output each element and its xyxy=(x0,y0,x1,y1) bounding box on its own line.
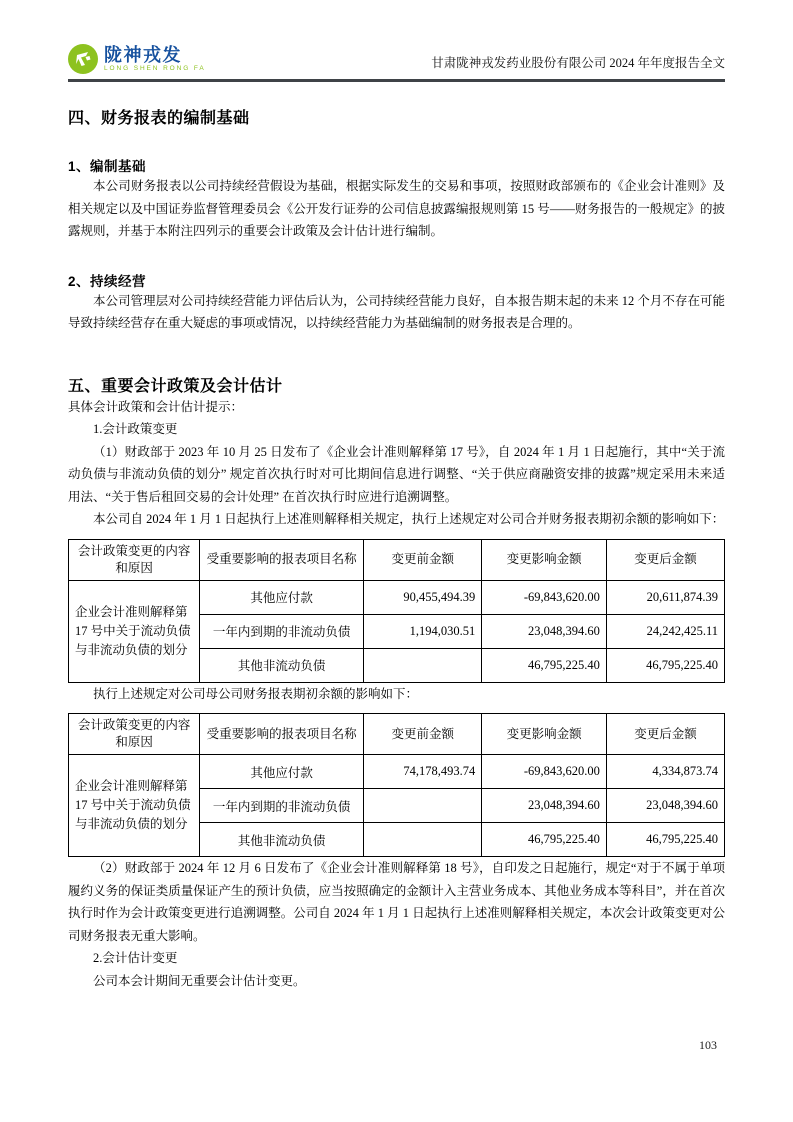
policy-reason-cell: 企业会计准则解释第 17 号中关于流动负债与非流动负债的划分 xyxy=(69,755,200,857)
table-cell-after: 4,334,873.74 xyxy=(606,755,724,789)
table-cell-impact: 23,048,394.60 xyxy=(482,789,607,823)
table-cell-after: 46,795,225.40 xyxy=(606,823,724,857)
section4-sub1-heading: 1、编制基础 xyxy=(68,159,147,174)
table-cell-item: 一年内到期的非流动负债 xyxy=(200,789,364,823)
table-cell-impact: 46,795,225.40 xyxy=(482,648,607,682)
table-column-header: 变更后金额 xyxy=(606,714,724,755)
section4-sub2-paragraph: 本公司管理层对公司持续经营能力评估后认为，公司持续经营能力良好，自本报告期末起的未来 12 个月不存在可能导致持续经营存在重大疑虑的事项或情况，以持续经营能力为基础编制的财务报表是合理的。 xyxy=(68,293,725,330)
table-column-header: 变更后金额 xyxy=(606,539,724,580)
estimate-change-item-title: 2.会计估计变更 xyxy=(93,951,178,965)
page-number: 103 xyxy=(699,1038,717,1052)
table-cell-impact: 46,795,225.40 xyxy=(482,823,607,857)
table-cell-impact: -69,843,620.00 xyxy=(482,580,607,614)
table-column-header: 受重要影响的报表项目名称 xyxy=(200,539,364,580)
section4-sub2-heading: 2、持续经营 xyxy=(68,273,147,289)
table-cell-after: 46,795,225.40 xyxy=(606,648,724,682)
table-cell-before xyxy=(364,789,482,823)
table-row xyxy=(69,580,725,614)
table-cell-after: 24,242,425.11 xyxy=(606,614,724,648)
consolidated-impact-table xyxy=(68,539,725,683)
table-cell-before: 1,194,030.51 xyxy=(364,614,482,648)
table-cell-impact: -69,843,620.00 xyxy=(482,755,607,789)
estimate-change-paragraph: 公司本会计期间无重要会计估计变更。 xyxy=(93,973,306,988)
section5-intro: 具体会计政策和会计估计提示： xyxy=(68,399,244,414)
logo-monogram-icon xyxy=(68,44,98,74)
table-column-header: 变更影响金额 xyxy=(482,539,607,580)
table-cell-after: 20,611,874.39 xyxy=(606,580,724,614)
table-column-header: 会计政策变更的内容和原因 xyxy=(69,714,200,755)
brand-text xyxy=(104,46,206,73)
policy-change-paragraph-3: （2）财政部于 2024 年 12 月 6 日发布了《企业会计准则解释第 18 号》，自印发之日起施行，规定“对于不属于单项履约义务的保证类质量保证产生的预计负债，应当按照确定的金额计入主营业务成本、其他业务成本等科目”，并在首次执行时作为会计政策变更进行追溯调整。公司自 2024 年 1 月 1 日起执行上述准则解释相关规定，本次会计政策变更对公司财务报表无重大影响。 xyxy=(68,861,725,943)
brand-name-en: LONG SHEN RONG FA xyxy=(104,64,206,72)
table-column-header: 变更前金额 xyxy=(364,714,482,755)
policy-reason-cell: 企业会计准则解释第 17 号中关于流动负债与非流动负债的划分 xyxy=(69,580,200,682)
table-column-header: 变更影响金额 xyxy=(482,714,607,755)
table-column-header: 会计政策变更的内容和原因 xyxy=(69,539,200,580)
policy-change-paragraph-1: （1）财政部于 2023 年 10 月 25 日发布了《企业会计准则解释第 17 号》，自 2024 年 1 月 1 日起施行，其中“关于流动负债与非流动负债的划分” 规定首次执行时对可比期间信息进行调整、“关于供应商融资安排的披露”规定采用未来适用法、“关于售后租回交易的会计处理” 在首次执行时应进行追溯调整。 xyxy=(68,444,725,504)
section5-heading: 五、重要会计政策及会计估计 xyxy=(68,377,283,395)
parent-company-impact-table xyxy=(68,713,725,857)
table-cell-before xyxy=(364,648,482,682)
table-cell-item: 其他非流动负债 xyxy=(200,648,364,682)
company-logo xyxy=(68,44,206,74)
policy-change-item-title: 1.会计政策变更 xyxy=(93,422,178,436)
between-tables-text: 执行上述规定对公司母公司财务报表期初余额的影响如下： xyxy=(93,686,419,701)
table-column-header: 受重要影响的报表项目名称 xyxy=(200,714,364,755)
policy-change-paragraph-2: 本公司自 2024 年 1 月 1 日起执行上述准则解释相关规定，执行上述规定对公司合并财务报表期初余额的影响如下： xyxy=(93,512,725,526)
table-cell-item: 其他应付款 xyxy=(200,755,364,789)
section4-sub1-paragraph: 本公司财务报表以公司持续经营假设为基础，根据实际发生的交易和事项，按照财政部颁布的《企业会计准则》及相关规定以及中国证券监督管理委员会《公开发行证券的公司信息披露编报规则第 15 号——财务报告的一般规定》的披露规则，并基于本附注四列示的重要会计政策及会计估计进行编制。 xyxy=(68,179,725,238)
table-row xyxy=(69,755,725,789)
brand-name-cn: 陇神戎发 xyxy=(104,44,182,65)
document-title: 甘肃陇神戎发药业股份有限公司 2024 年年度报告全文 xyxy=(431,56,725,70)
table-cell-before: 90,455,494.39 xyxy=(364,580,482,614)
table-cell-item: 一年内到期的非流动负债 xyxy=(200,614,364,648)
table-cell-before: 74,178,493.74 xyxy=(364,755,482,789)
section4-heading: 四、财务报表的编制基础 xyxy=(68,110,250,127)
page-header xyxy=(68,0,725,82)
table-column-header: 变更前金额 xyxy=(364,539,482,580)
table-cell-item: 其他应付款 xyxy=(200,580,364,614)
table-cell-before xyxy=(364,823,482,857)
table-cell-after: 23,048,394.60 xyxy=(606,789,724,823)
table-cell-item: 其他非流动负债 xyxy=(200,823,364,857)
table-cell-impact: 23,048,394.60 xyxy=(482,614,607,648)
